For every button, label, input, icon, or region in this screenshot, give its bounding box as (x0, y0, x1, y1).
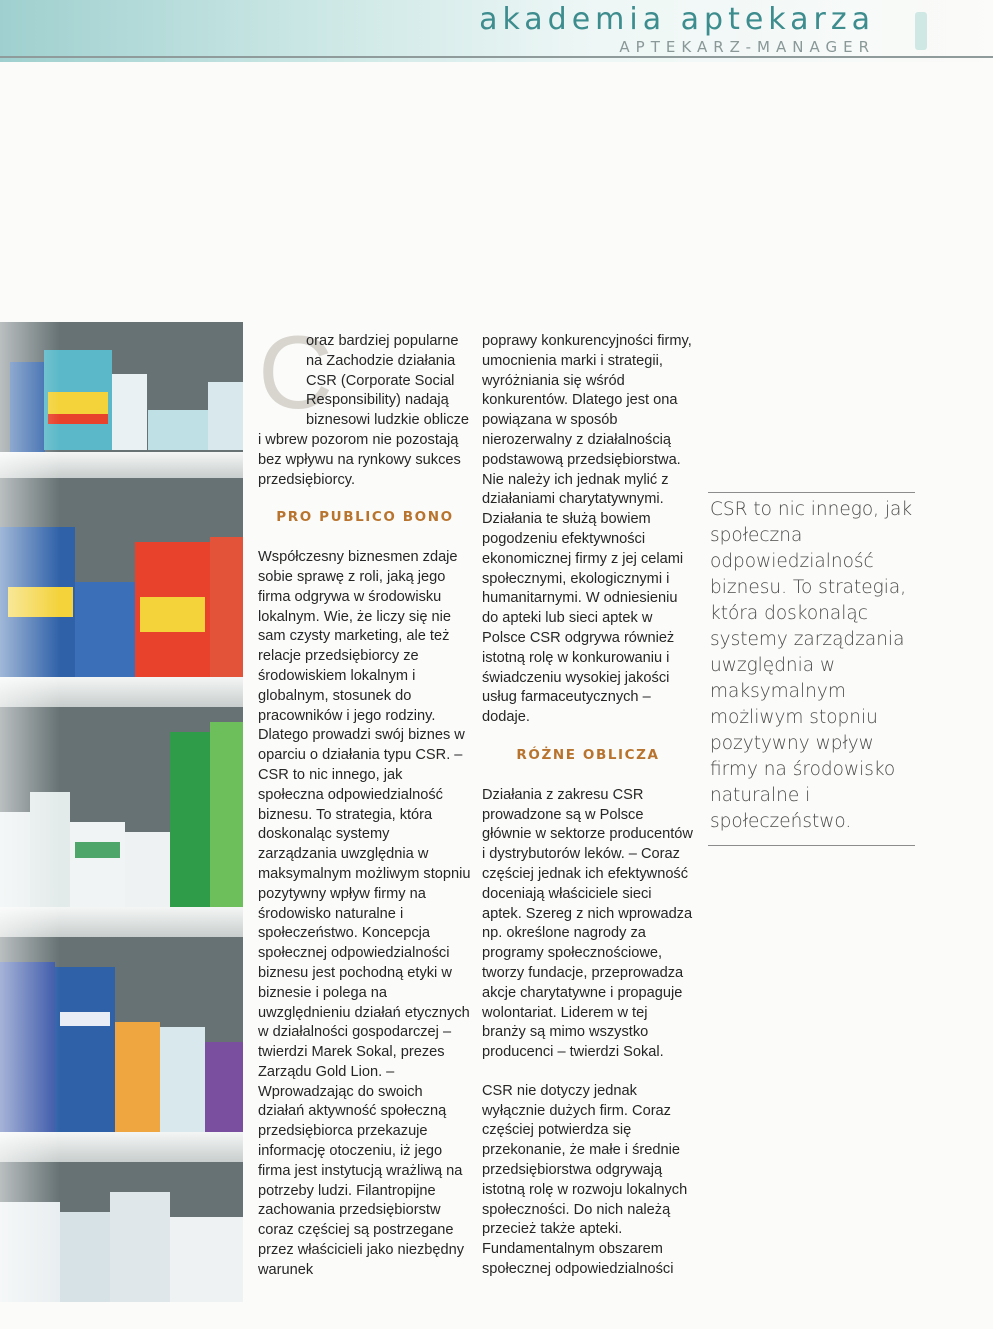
photo-light-fade (0, 322, 60, 1302)
header-divider (0, 56, 993, 58)
pull-quote: CSR to nic innego, jak społeczna odpowiedzialność biznesu. To strategia, która doskonaląc systemy zarządzania uwzględnia w maksymalnym możliwym stopniu pozytywny wpływ firmy na środowisko naturalne i społeczeństwo. (708, 492, 915, 846)
magazine-title: akademia aptekarza (479, 2, 875, 37)
article-paragraph: Działania z zakresu CSR prowadzone są w Polsce głównie w sektorze producentów i dystrybutorów leków. – Coraz częściej jednak ich efektywność doceniają właściciele sieci aptek. Szereg z nich wprowadza np. określone nagrody za programy społecznościowe, tworzy fundacje, przeprowadza akcje charytatywne i propaguje wolontariat. Liderem w tej branży są mimo wszystko producenci – twierdzi Sokal. (482, 786, 693, 1061)
paragraph-gap (482, 1063, 694, 1082)
article-intro: oraz bardziej popularne na Zachodzie działania CSR (Corporate Social Responsibility) nadają biznesowi ludzkie oblicze i wbrew pozorom nie pozostają bez wpływu na rynkowy sukces przedsiębiorcy. (258, 333, 470, 488)
magazine-section: APTEKARZ-MANAGER (619, 38, 875, 56)
drop-cap: C (258, 315, 334, 431)
article-paragraph: Współczesny biznesmen zdaje sobie sprawę z roli, jaką jego firma odgrywa w środowisku lokalnym. Wie, że liczy się nie sam czysty marketing, ale też relacje przedsiębiorcy ze środowiskiem lokalnym i globalnym, stosunek do pracowników i jego rodziny. Dlatego prowadzi swój biznes w oparciu o działania typu CSR. – CSR to nic innego, jak społeczna odpowiedzialność biznesu. To strategia, która doskonaląc systemy zarządzania uwzględnia w maksymalnym możliwym stopniu pozytywny wpływ firmy na środowisko naturalne i społeczeństwo. Koncepcja społecznej odpowiedzialności biznesu jest pochodną etyki w biznesie i polega na uwzględnieniu działań etycznych w działalności gospodarczej – twierdzi Marek Sokal, prezes Zarządu Gold Lion. – Wprowadzając do swoich działań aktywność społeczną przedsiębiorca przekazuje informację otoczeniu, iż jego firma jest instytucją wrażliwą na potrzeby ludzi. Filantropijne zachowania przedsiębiorstw coraz częściej są postrzegane przez właścicieli jako niezbędny warunek (258, 549, 471, 1278)
section-heading-rozne-oblicza: RÓŻNE OBLICZA (516, 746, 660, 763)
section-heading-pro-publico-bono: PRO PUBLICO BONO (276, 509, 454, 526)
article-paragraph: poprawy konkurencyjności firmy, umocnienia marki i strategii, wyróżniania się wśród konkurentów. Dlatego jest ona powiązana w sposób nierozerwalny z działalnością podstawową przedsiębiorstwa. Nie należy ich jednak mylić z działaniami charytatywnymi. Działania te służą bowiem pogodzeniu efektywności ekonomicznej firmy z jej celami społecznymi, ekologicznymi i humanitarnymi. W odniesieniu do apteki lub sieci aptek w Polsce CSR odgrywa również istotną rolę w konkurowaniu i świadczeniu wysokiej jakości usług farmaceutycznych – dodaje. (482, 333, 692, 726)
article-column-2 (482, 332, 694, 1280)
magazine-brand (479, 2, 875, 56)
article-column-1 (258, 315, 472, 1281)
article-paragraph: CSR nie dotyczy jednak wyłącznie dużych firm. Coraz częściej potwierdza się przekonanie, że małe i średnie przedsiębiorstwa odgrywają istotną rolę w rozwoju lokalnych społeczności. Do nich należą przecież także apteki. Fundamentalnym obszarem społecznej odpowiedzialności (482, 1082, 688, 1278)
header-decoration (915, 12, 927, 50)
